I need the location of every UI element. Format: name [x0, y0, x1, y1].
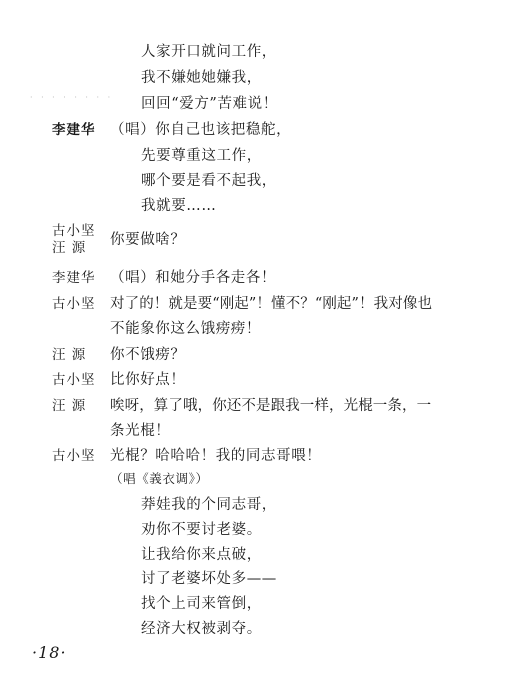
speaker-name: 古小坚	[52, 448, 96, 464]
verse-line: 莽娃我的个同志哥，	[141, 497, 277, 513]
dialogue-line: （唱）和她分手各走各！	[110, 270, 277, 286]
verse-line: 我不嫌她她嫌我，	[141, 70, 262, 86]
verse-line: 回回“爱方”苦难说！	[141, 96, 278, 112]
speaker-name: 汪 源	[52, 398, 87, 414]
verse-line: 劝你不要讨老婆。	[141, 522, 262, 538]
verse-line: 人家开口就问工作，	[141, 44, 277, 60]
dialogue-line: 唉呀，算了哦，你还不是跟我一样，光棍一条，一	[110, 398, 432, 414]
speaker-name: 古小坚	[52, 372, 96, 388]
dialogue-line: （唱）你自己也该把稳舵，	[110, 122, 292, 138]
dialogue-line: 比你好点！	[110, 372, 186, 388]
dialogue-line: 你要做啥？	[110, 232, 186, 248]
verse-line: 先要尊重这工作，	[141, 148, 262, 164]
dialogue-line: 你不饿痨？	[110, 347, 186, 363]
speaker-name: 李建华	[52, 122, 96, 138]
dialogue-line: 不能象你这么饿痨痨！	[110, 321, 261, 337]
verse-line: 讨了老婆坏处多——	[141, 571, 277, 587]
page-number: ·18·	[32, 643, 67, 662]
dialogue-line: 条光棍！	[110, 423, 171, 439]
print-speckle: · · · · · · · ·	[30, 93, 114, 102]
speaker-name: 汪 源	[52, 240, 87, 256]
speaker-name: 古小坚	[52, 296, 96, 312]
speaker-name: 汪 源	[52, 347, 87, 363]
dialogue-line: 光棍？哈哈哈！我的同志哥喂！	[110, 448, 322, 464]
speaker-name: 李建华	[52, 270, 96, 286]
verse-line: 哪个要是看不起我，	[141, 173, 277, 189]
dialogue-line: 对了的！就是要“刚起”！懂不？“刚起”！我对像也	[110, 296, 433, 312]
verse-line: 我就要……	[141, 198, 217, 214]
verse-line: 让我给你来点破，	[141, 547, 262, 563]
speaker-name: 古小坚	[52, 223, 96, 239]
stage-direction: （唱《義衣调》）	[110, 471, 209, 486]
verse-line: 经济大权被剥夺。	[141, 621, 262, 637]
verse-line: 找个上司来管倒，	[141, 596, 262, 612]
